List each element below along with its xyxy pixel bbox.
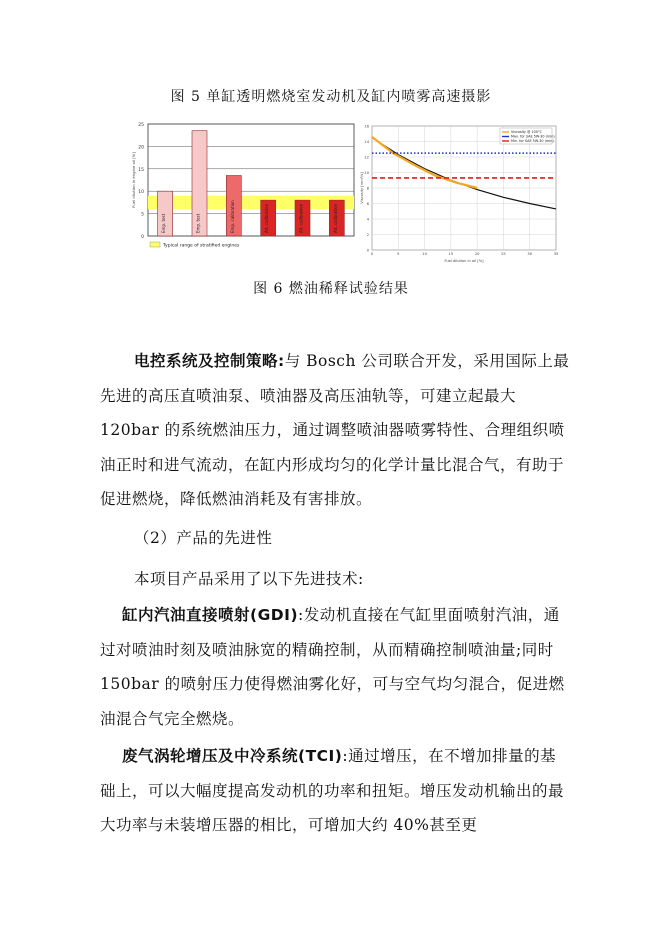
line-y-tick-label: 2 [366, 232, 369, 237]
heading-control-system: 电控系统及控制策略: [134, 352, 285, 370]
bar-category-label: Emp. test [161, 213, 167, 233]
heading-tci: 废气涡轮增压及中冷系统(TCI) [122, 747, 343, 765]
legend-label: Max. for SAE 5W-30 (min) [511, 134, 555, 139]
fuel-dilution-bar-chart [128, 120, 360, 266]
line-y-tick-label: 0 [366, 248, 369, 253]
legend-label: Viscosity @ 100°C [511, 130, 543, 135]
figure-5-caption: 图 5 单缸透明燃烧室发动机及缸内喷雾高速摄影 [170, 89, 492, 105]
line-y-tick-label: 12 [364, 155, 369, 160]
viscosity-line-chart [360, 120, 560, 266]
bar-y-tick-label: 25 [138, 123, 144, 128]
line-x-tick-label: 35 [553, 252, 559, 256]
text-tech-intro: 本项目产品采用了以下先进技术: [134, 570, 364, 588]
bar-y-tick-label: 15 [138, 167, 144, 173]
line-x-tick-label: 20 [474, 252, 480, 256]
legend-label-band: Typical range of stratified engines [163, 243, 240, 249]
paragraph-tci [100, 739, 570, 843]
line-y-tick-label: 10 [364, 170, 369, 175]
line-y-axis-label: Viscosity [mm²/s] [360, 172, 364, 204]
line-y-tick-label: 14 [364, 139, 369, 144]
text-advancement: （2）产品的先进性 [134, 529, 273, 547]
bar-y-axis-label: Fuel dilution in engine oil [%] [131, 152, 136, 208]
bar-y-tick-label: 10 [138, 190, 144, 196]
figure-6-caption: 图 6 燃油稀释试验结果 [253, 281, 409, 297]
line-x-tick-label: 25 [501, 252, 506, 256]
line-x-tick-label: 0 [370, 252, 374, 256]
heading-gdi: 缸内汽油直接喷射(GDI) [122, 606, 299, 624]
text-control-system: 与 Bosch 公司联合开发，采用国际上最先进的高压直喷油泵、喷油器及高压油轨等，可建立起最大 120bar 的系统燃油压力，通过调整喷油器喷雾特性、合理组织喷油正时和进气流动，在缸内形成均匀的化学计量比混合气，有助于促进燃烧，降低燃油消耗及有害排放。 [100, 352, 570, 508]
line-x-tick-label: 10 [422, 252, 427, 256]
bar-category-label: Alt. calibration [298, 203, 304, 233]
paragraph-tech-intro [100, 562, 570, 597]
line-y-tick-label: 16 [364, 124, 369, 129]
text-gdi: :发动机直接在气缸里面喷射汽油，通过对喷油时刻及喷油脉宽的精确控制，从而精确控制喷油量;同时 150bar 的喷射压力使得燃油雾化好，可与空气均匀混合，促进燃油混合气完全燃烧。 [100, 606, 565, 728]
paragraph-gdi [100, 598, 570, 736]
line-x-tick-label: 15 [448, 252, 454, 256]
bar-y-tick-label: 0 [141, 235, 144, 240]
typical-range-band [148, 196, 354, 209]
line-y-tick-label: 8 [366, 186, 369, 191]
bar-category-label: Alt. calibration [332, 203, 338, 233]
bar-plot-area [148, 124, 354, 236]
line-x-tick-label: 5 [397, 252, 400, 256]
legend-swatch-band [150, 242, 160, 247]
paragraph-advancement [100, 521, 570, 556]
text-tci: :通过增压，在不增加排量的基础上，可以大幅度提高发动机的功率和扭矩。增压发动机输出的最大功率与未装增压器的相比，可增加大约 40%甚至更 [100, 747, 565, 834]
bar-y-tick-label: 5 [141, 212, 144, 218]
line-y-tick-label: 4 [366, 217, 369, 222]
paragraph-control-system [100, 344, 570, 517]
bar-category-label: Emp. calibration [229, 200, 235, 233]
line-y-tick-label: 6 [366, 201, 369, 206]
bar-category-label: Emp. test [195, 213, 201, 233]
bar-y-tick-label: 20 [138, 145, 144, 151]
line-x-tick-label: 30 [527, 252, 533, 256]
line-x-axis-label: Fuel dilution in oil [%] [444, 259, 484, 263]
bar-category-label: Alt. calibration [264, 203, 270, 233]
legend-label: Min. for SAE 5W-30 (min) [511, 139, 554, 144]
